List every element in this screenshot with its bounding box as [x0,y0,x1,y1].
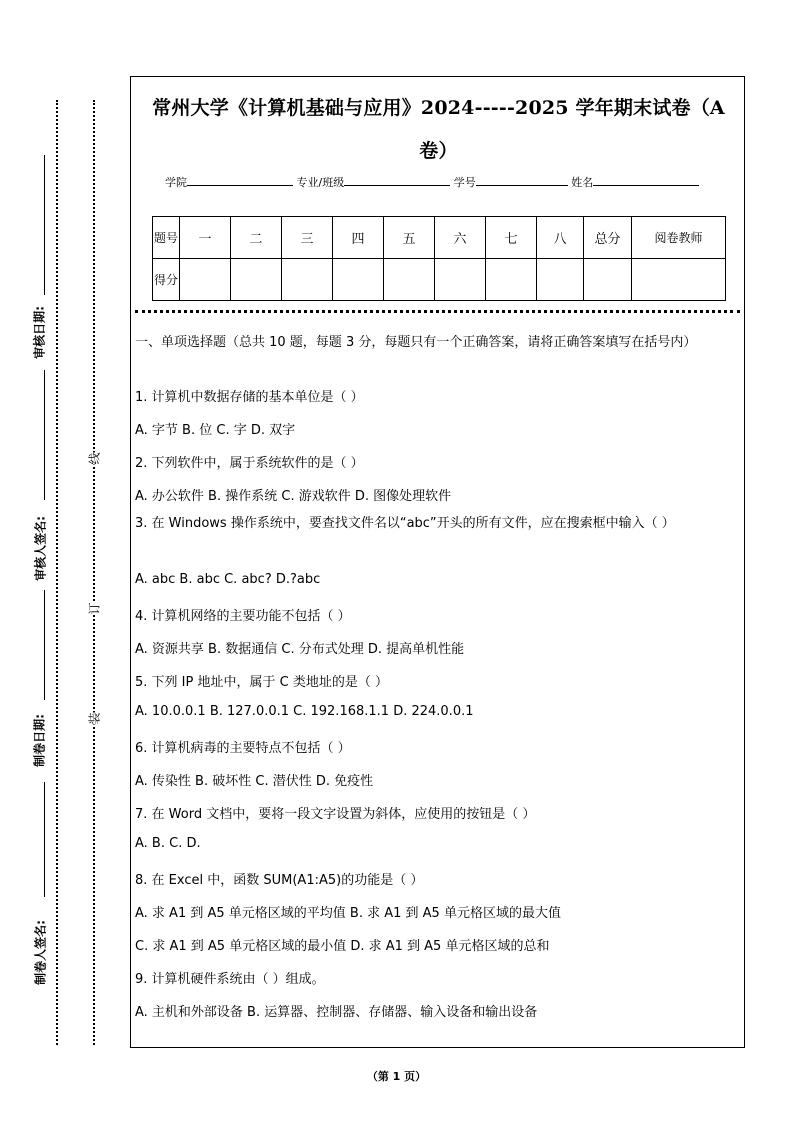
bind-line-char: 线 [87,452,102,465]
answer-options: A. B. C. D. [135,836,201,851]
sidebar-dotted-line-outer [56,100,58,1045]
exam-frame [130,76,745,1048]
name-label: 姓名 [571,176,594,189]
college-label: 学院 [165,176,187,189]
section-heading: 一、单项选择题（总共 10 题，每题 3 分，每题只有一个正确答案，请将正确答案填写在括号内） [135,335,697,350]
student-id-field[interactable] [476,173,568,186]
sidebar-solid-line-1 [44,155,45,295]
answer-options: A. 主机和外部设备 B. 运算器、控制器、存储器、输入设备和输出设备 [135,1005,538,1020]
sidebar-solid-line-3 [44,590,45,700]
score-table-score-row [153,259,726,301]
row-label-score: 得分 [153,259,180,301]
question-text: 8. 在 Excel 中，函数 SUM(A1:A5)的功能是（ ） [135,873,424,888]
name-field[interactable] [593,173,699,186]
answer-options: A. 传染性 B. 破坏性 C. 潜伏性 D. 免疫性 [135,774,374,789]
answer-options: A. 办公软件 B. 操作系统 C. 游戏软件 D. 图像处理软件 [135,489,452,504]
answer-options: A. abc B. abc C. abc? D.?abc [135,572,321,587]
score-cell[interactable] [435,259,486,301]
exam-title: 常州大学《计算机基础与应用》2024-----2025 学年期末试卷（A 卷） [152,97,725,162]
score-cell[interactable] [282,259,333,301]
question-text: 6. 计算机病毒的主要特点不包括（ ） [135,741,351,756]
column-header: 三 [282,217,333,259]
dotted-separator [135,310,740,313]
score-cell-total[interactable] [584,259,632,301]
score-cell[interactable] [486,259,537,301]
major-field[interactable] [344,173,450,186]
column-header-total: 总分 [584,217,632,259]
maker-sign-label: 制卷人签名: [33,920,48,985]
score-cell[interactable] [333,259,384,301]
college-field[interactable] [187,173,293,186]
row-label-question-no: 题号 [153,217,180,259]
score-cell[interactable] [180,259,231,301]
question-text: 3. 在 Windows 操作系统中，要查找文件名以“abc”开头的所有文件，应在搜索框中输入（ ） [135,516,675,531]
answer-options: A. 资源共享 B. 数据通信 C. 分布式处理 D. 提高单机性能 [135,642,465,657]
column-header: 四 [333,217,384,259]
column-header: 一 [180,217,231,259]
sidebar-solid-line-2 [44,370,45,500]
score-table-header-row [153,217,726,259]
question-text: 1. 计算机中数据存储的基本单位是（ ） [135,390,364,405]
bind-seal-char: 装 [87,712,102,725]
score-cell-grader[interactable] [632,259,726,301]
column-header-grader: 阅卷教师 [632,217,726,259]
column-header: 八 [537,217,584,259]
reviewer-sign-label: 审核人签名: [33,516,48,581]
question-text: 4. 计算机网络的主要功能不包括（ ） [135,609,351,624]
major-label: 专业/班级 [296,176,345,189]
column-header: 六 [435,217,486,259]
answer-options: A. 求 A1 到 A5 单元格区域的平均值 B. 求 A1 到 A5 单元格区域的最大值 [135,906,561,921]
question-text: 7. 在 Word 文档中，要将一段文字设置为斜体，应使用的按钮是（ ） [135,807,536,822]
page-number: （第 1 页） [366,1070,427,1083]
score-cell[interactable] [537,259,584,301]
score-table [152,216,726,301]
column-header: 五 [384,217,435,259]
column-header: 二 [231,217,282,259]
student-id-label: 学号 [453,176,476,189]
question-text: 2. 下列软件中，属于系统软件的是（ ） [135,456,364,471]
binding-dotted-line [93,100,95,1045]
answer-options: A. 10.0.0.1 B. 127.0.0.1 C. 192.168.1.1 D. 224.0.0.1 [135,704,474,719]
column-header: 七 [486,217,537,259]
question-text: 9. 计算机硬件系统由（ ）组成。 [135,972,325,987]
maker-date-label: 制卷日期: [32,714,47,767]
score-cell[interactable] [384,259,435,301]
reviewer-date-label: 审核日期: [32,306,47,359]
bind-staple-char: 订 [87,602,102,615]
sidebar-solid-line-4 [44,782,45,897]
student-info-row [165,173,699,190]
answer-options: A. 字节 B. 位 C. 字 D. 双字 [135,423,296,438]
answer-options: C. 求 A1 到 A5 单元格区域的最小值 D. 求 A1 到 A5 单元格区域的总和 [135,939,550,954]
score-cell[interactable] [231,259,282,301]
question-text: 5. 下列 IP 地址中，属于 C 类地址的是（ ） [135,675,388,690]
